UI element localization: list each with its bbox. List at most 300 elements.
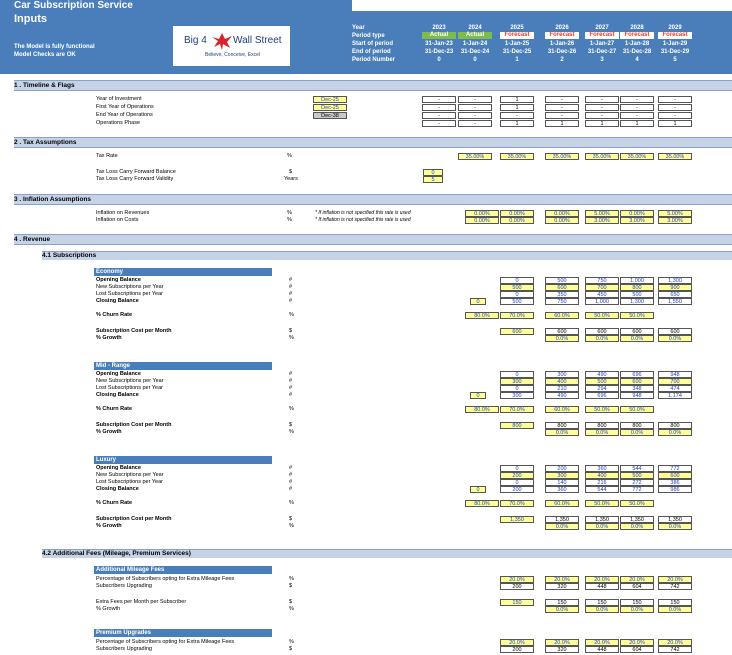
- tier-churn-input[interactable]: 50.0%: [585, 500, 619, 507]
- timeline-flag-cell: -: [458, 112, 492, 119]
- inflation-cost-input[interactable]: 3.00%: [620, 217, 654, 224]
- tier-row-label: Opening Balance: [96, 465, 141, 471]
- app-title: Car Subscription Service: [0, 0, 352, 11]
- tier-closing-cell: 750: [545, 298, 579, 305]
- extra-fee-unit: $: [289, 599, 293, 605]
- tier-row-label: Lost Subscriptions per Year: [96, 291, 163, 297]
- tier-unit: #: [289, 284, 293, 290]
- tier-row-label: Closing Balance: [96, 392, 139, 398]
- year-header: 2029: [668, 25, 682, 31]
- period-label: Year: [352, 25, 365, 31]
- period-end: 31-Dec-26: [547, 49, 577, 55]
- inflation-cost-input[interactable]: 0.00%: [500, 217, 534, 224]
- timeline-flag-cell: -: [658, 96, 692, 103]
- tier-row-label: Lost Subscriptions per Year: [96, 479, 163, 485]
- tier-growth-input[interactable]: 0.0%: [658, 335, 692, 342]
- tier-new-cell[interactable]: 300: [500, 378, 534, 385]
- inflation-cost-note: * If inflation is not specified this rate is used: [315, 217, 411, 223]
- tier-cost-unit: $: [289, 328, 293, 334]
- timeline-flag-cell: -: [422, 104, 456, 111]
- section-timeline: 1 . Timeline & Flags: [14, 80, 732, 91]
- tier-churn-unit: %: [289, 406, 294, 412]
- tier-lost-cell: 500: [620, 291, 654, 298]
- premium-upg-cell: 604: [620, 646, 654, 653]
- period-end: 31-Dec-28: [622, 49, 652, 55]
- tier-closing-cell: 696: [585, 392, 619, 399]
- tier-new-cell[interactable]: 600: [620, 378, 654, 385]
- timeline-flag-cell: 1: [545, 120, 579, 127]
- mileage-upg-unit: $: [289, 583, 293, 589]
- logo-tagline: Believe, Conceive, Excel: [205, 52, 261, 58]
- inflation-revenue-input[interactable]: 5.00%: [658, 210, 692, 217]
- tier-growth-input[interactable]: 0.0%: [658, 429, 692, 436]
- tier-lost-cell: 216: [585, 479, 619, 486]
- timeline-flag-cell: -: [545, 96, 579, 103]
- tier-lost-cell: 0: [500, 385, 534, 392]
- tier-churn-input[interactable]: 70.0%: [500, 500, 534, 507]
- eagle-icon: [211, 30, 233, 52]
- timeline-row-label: End Year of Operations: [96, 112, 153, 118]
- period-start: 1-Jan-28: [624, 41, 650, 47]
- tier-unit: #: [289, 392, 293, 398]
- timeline-date-input[interactable]: Dec-25: [313, 104, 347, 111]
- tax-rate-input[interactable]: 35.00%: [620, 153, 654, 160]
- tier-cost-label: Subscription Cost per Month: [96, 516, 172, 522]
- tier-cost-cell: 1,350: [585, 516, 619, 523]
- tier-growth-label: % Growth: [96, 335, 122, 341]
- tier-opening-cell: 200: [545, 465, 579, 472]
- tier-closing-cell: 500: [500, 298, 534, 305]
- tier-lost-cell: 386: [658, 479, 692, 486]
- tier-churn-label: % Churn Rate: [96, 406, 133, 412]
- year-header: 2025: [510, 25, 524, 31]
- tax-cf-label: Tax Loss Carry Forward Balance: [96, 169, 176, 175]
- tier-row-label: Lost Subscriptions per Year: [96, 385, 163, 391]
- mileage-pct-unit: %: [289, 576, 294, 582]
- timeline-flag-cell: -: [620, 96, 654, 103]
- timeline-flag-cell: 1: [658, 120, 692, 127]
- tier-unit: #: [289, 291, 293, 297]
- tier-churn-input[interactable]: 60.0%: [545, 406, 579, 413]
- extra-fee-growth-input[interactable]: 0.0%: [585, 606, 619, 613]
- model-status-message: The Model is fully functional: [14, 44, 95, 50]
- period-end: 31-Dec-27: [587, 49, 617, 55]
- tier-growth-input[interactable]: 0.0%: [545, 335, 579, 342]
- timeline-flag-cell: -: [585, 104, 619, 111]
- inflation-revenue-input[interactable]: 5.00%: [585, 210, 619, 217]
- tier-growth-unit: %: [289, 523, 294, 529]
- inflation-cost-input[interactable]: 0.00%: [545, 217, 579, 224]
- period-type-badge: Forecast: [500, 32, 534, 39]
- tier-opening-cell: 300: [545, 371, 579, 378]
- page-title: Inputs: [14, 13, 47, 25]
- extra-fee-label: Extra Fees per Month per Subscriber: [96, 599, 187, 605]
- tier-header-1: Mid - Range: [94, 362, 272, 370]
- period-label: Start of period: [352, 41, 394, 47]
- inflation-revenue-input[interactable]: 0.00%: [500, 210, 534, 217]
- logo-text-big4: Big 4: [184, 35, 207, 46]
- tier-closing-cell: 1,550: [658, 298, 692, 305]
- mileage-upg-label: Subscribers Upgrading: [96, 583, 152, 589]
- timeline-flag-cell: -: [658, 112, 692, 119]
- tier-growth-label: % Growth: [96, 523, 122, 529]
- period-start: 1-Jan-27: [589, 41, 615, 47]
- period-type-badge: Actual: [422, 32, 456, 39]
- period-label: End of period: [352, 49, 391, 55]
- tier-cost-input[interactable]: 600: [500, 328, 534, 335]
- year-header: 2028: [630, 25, 644, 31]
- tier-closing-initial[interactable]: 0: [470, 298, 486, 305]
- inflation-cost-input[interactable]: 0.00%: [465, 217, 499, 224]
- timeline-flag-cell: -: [620, 104, 654, 111]
- mileage-fees-header: Additional Mileage Fees: [94, 566, 272, 574]
- tier-cost-cell: 1,350: [658, 516, 692, 523]
- inflation-cost-unit: %: [287, 217, 292, 223]
- tier-growth-input[interactable]: 0.0%: [585, 429, 619, 436]
- timeline-flag-cell: -: [585, 96, 619, 103]
- tier-churn-input[interactable]: 80.0%: [465, 500, 499, 507]
- tier-closing-cell: 490: [545, 392, 579, 399]
- timeline-flag-cell: -: [545, 104, 579, 111]
- inflation-revenue-input[interactable]: 0.00%: [545, 210, 579, 217]
- tier-closing-cell: 948: [620, 392, 654, 399]
- tier-growth-unit: %: [289, 335, 294, 341]
- mileage-upg-cell: 200: [500, 583, 534, 590]
- tier-lost-cell: 450: [585, 291, 619, 298]
- extra-fee-cell: 150: [545, 599, 579, 606]
- tier-churn-input[interactable]: 60.0%: [545, 500, 579, 507]
- tier-unit: #: [289, 486, 293, 492]
- tier-growth-input[interactable]: 0.0%: [620, 429, 654, 436]
- section-revenue: 4 . Revenue: [14, 234, 732, 245]
- timeline-flag-cell: 1: [500, 96, 534, 103]
- extra-fee-growth-unit: %: [289, 606, 294, 612]
- mileage-pct-input[interactable]: 20.0%: [500, 576, 534, 583]
- tier-opening-cell: 696: [620, 371, 654, 378]
- period-end: 31-Dec-29: [660, 49, 690, 55]
- mileage-pct-label: Percentage of Subscribers opting for Extra Mileage Fees: [96, 576, 235, 582]
- tier-closing-cell: 1,300: [620, 298, 654, 305]
- premium-pct-input[interactable]: 20.0%: [545, 639, 579, 646]
- extra-fee-growth-input[interactable]: 0.0%: [620, 606, 654, 613]
- extra-fee-growth-input[interactable]: 0.0%: [658, 606, 692, 613]
- inflation-revenue-input[interactable]: 0.00%: [620, 210, 654, 217]
- tier-churn-input[interactable]: 70.0%: [500, 312, 534, 319]
- period-end: 31-Dec-24: [460, 49, 490, 55]
- timeline-date-input[interactable]: Dec-38: [313, 112, 347, 119]
- tier-opening-cell: 0: [500, 371, 534, 378]
- tier-closing-cell: 544: [585, 486, 619, 493]
- timeline-flag-cell: 1: [500, 104, 534, 111]
- tier-cost-input[interactable]: 1,350: [500, 516, 534, 523]
- tier-row-label: New Subscriptions per Year: [96, 284, 164, 290]
- tier-new-cell[interactable]: 500: [500, 284, 534, 291]
- mileage-upg-cell: 604: [620, 583, 654, 590]
- tier-opening-cell: 1,000: [620, 277, 654, 284]
- tax-cf-input[interactable]: 0: [423, 169, 443, 176]
- tier-churn-input[interactable]: 80.0%: [465, 406, 499, 413]
- tier-lost-cell: 0: [500, 291, 534, 298]
- inflation-cost-input[interactable]: 3.00%: [658, 217, 692, 224]
- extra-fee-growth-input[interactable]: 0.0%: [545, 606, 579, 613]
- mileage-upg-cell: 320: [545, 583, 579, 590]
- mileage-upg-cell: 448: [585, 583, 619, 590]
- premium-upg-cell: 320: [545, 646, 579, 653]
- tier-new-cell[interactable]: 900: [658, 284, 692, 291]
- tier-growth-input[interactable]: 0.0%: [545, 523, 579, 530]
- tax-rate-input[interactable]: 35.00%: [658, 153, 692, 160]
- premium-pct-label: Percentage of Subscribers opting for Extra Mileage Fees: [96, 639, 235, 645]
- tier-churn-input[interactable]: 50.0%: [620, 500, 654, 507]
- period-number: 0: [437, 57, 441, 63]
- tier-growth-input[interactable]: 0.0%: [585, 523, 619, 530]
- tier-row-label: New Subscriptions per Year: [96, 472, 164, 478]
- timeline-date-input[interactable]: Dec-25: [313, 96, 347, 103]
- period-start: 1-Jan-24: [462, 41, 488, 47]
- tax-rate-unit: %: [287, 153, 292, 159]
- tier-closing-cell: 360: [545, 486, 579, 493]
- tier-cost-unit: $: [289, 516, 293, 522]
- tier-new-cell[interactable]: 300: [545, 472, 579, 479]
- tier-churn-input[interactable]: 60.0%: [545, 312, 579, 319]
- tier-row-label: Closing Balance: [96, 486, 139, 492]
- tier-cost-cell: 600: [545, 328, 579, 335]
- tax-cf-unit: $: [289, 169, 293, 175]
- subsection-subscriptions: 4.1 Subscriptions: [42, 251, 732, 260]
- mileage-upg-cell: 742: [658, 583, 692, 590]
- tier-churn-input[interactable]: 50.0%: [585, 406, 619, 413]
- section-inflation: 3 . Inflation Assumptions: [14, 194, 732, 205]
- tier-lost-cell: 350: [545, 291, 579, 298]
- timeline-flag-cell: -: [458, 120, 492, 127]
- premium-pct-input[interactable]: 20.0%: [620, 639, 654, 646]
- tier-new-cell[interactable]: 600: [658, 472, 692, 479]
- tier-new-cell[interactable]: 700: [658, 378, 692, 385]
- tier-unit: #: [289, 378, 293, 384]
- tax-rate-input[interactable]: 35.00%: [545, 153, 579, 160]
- tier-row-label: Opening Balance: [96, 371, 141, 377]
- tier-opening-cell: 544: [620, 465, 654, 472]
- tax-rate-input[interactable]: 35.00%: [585, 153, 619, 160]
- tier-new-cell[interactable]: 700: [585, 284, 619, 291]
- premium-pct-input[interactable]: 20.0%: [658, 639, 692, 646]
- tier-cost-cell: 800: [658, 422, 692, 429]
- tier-opening-cell: 948: [658, 371, 692, 378]
- period-type-badge: Forecast: [620, 32, 654, 39]
- tier-growth-input[interactable]: 0.0%: [620, 523, 654, 530]
- period-end: 31-Dec-25: [502, 49, 532, 55]
- tier-lost-cell: 140: [545, 479, 579, 486]
- timeline-flag-cell: -: [545, 112, 579, 119]
- period-start: 1-Jan-26: [549, 41, 575, 47]
- tier-lost-cell: 474: [658, 385, 692, 392]
- tax-rate-input[interactable]: 35.00%: [458, 153, 492, 160]
- tier-row-label: Opening Balance: [96, 277, 141, 283]
- timeline-flag-cell: -: [500, 112, 534, 119]
- extra-fee-cell: 150: [585, 599, 619, 606]
- tier-cost-unit: $: [289, 422, 293, 428]
- period-type-badge: Actual: [458, 32, 492, 39]
- tier-opening-cell: 0: [500, 277, 534, 284]
- tier-closing-cell: 300: [500, 392, 534, 399]
- tier-closing-cell: 772: [620, 486, 654, 493]
- tier-opening-cell: 500: [545, 277, 579, 284]
- timeline-row-label: Year of Investment: [96, 96, 142, 102]
- inflation-revenue-label: Inflation on Revenues: [96, 210, 150, 216]
- period-number: 3: [600, 57, 604, 63]
- period-number: 2: [560, 57, 564, 63]
- model-check-message: Model Checks are OK: [14, 52, 76, 58]
- mileage-pct-input[interactable]: 20.0%: [585, 576, 619, 583]
- tier-opening-cell: 0: [500, 465, 534, 472]
- timeline-flag-cell: 1: [585, 120, 619, 127]
- tier-growth-input[interactable]: 0.0%: [585, 335, 619, 342]
- inflation-cost-input[interactable]: 3.00%: [585, 217, 619, 224]
- tier-unit: #: [289, 277, 293, 283]
- tier-unit: #: [289, 385, 293, 391]
- premium-upg-cell: 742: [658, 646, 692, 653]
- tax-validity-input[interactable]: 5: [423, 176, 443, 183]
- tier-cost-cell: 600: [585, 328, 619, 335]
- tier-header-2: Luxury: [94, 456, 272, 464]
- tier-cost-cell: 600: [620, 328, 654, 335]
- year-header: 2023: [432, 25, 446, 31]
- tier-unit: #: [289, 465, 293, 471]
- timeline-flag-cell: -: [658, 104, 692, 111]
- period-label: Period type: [352, 33, 385, 39]
- premium-upg-cell: 448: [585, 646, 619, 653]
- tier-closing-cell: 1,174: [658, 392, 692, 399]
- tier-cost-label: Subscription Cost per Month: [96, 422, 172, 428]
- premium-pct-unit: %: [289, 639, 294, 645]
- company-logo: [173, 26, 290, 66]
- extra-fee-cell: 150: [620, 599, 654, 606]
- tier-closing-initial[interactable]: 0: [470, 392, 486, 399]
- tier-lost-cell: 272: [620, 479, 654, 486]
- tier-new-cell[interactable]: 800: [620, 284, 654, 291]
- period-number: 0: [473, 57, 477, 63]
- period-start: 1-Jan-25: [504, 41, 530, 47]
- tier-churn-label: % Churn Rate: [96, 500, 133, 506]
- period-start: 1-Jan-29: [662, 41, 688, 47]
- inflation-revenue-input[interactable]: 0.00%: [465, 210, 499, 217]
- period-type-badge: Forecast: [658, 32, 692, 39]
- tier-growth-input[interactable]: 0.0%: [545, 429, 579, 436]
- tier-lost-cell: 210: [545, 385, 579, 392]
- period-number: 5: [673, 57, 677, 63]
- inflation-revenue-note: * If inflation is not specified this rate is used: [315, 210, 411, 216]
- tier-cost-input[interactable]: 800: [500, 422, 534, 429]
- tax-rate-input[interactable]: 35.00%: [500, 153, 534, 160]
- timeline-flag-cell: 1: [620, 120, 654, 127]
- subsection-additional-fees: 4.2 Additional Fees (Mileage, Premium Services): [42, 549, 732, 558]
- timeline-flag-cell: -: [422, 96, 456, 103]
- timeline-flag-cell: -: [458, 104, 492, 111]
- extra-fee-growth-label: % Growth: [96, 606, 121, 612]
- tax-validity-unit: Years: [284, 176, 298, 182]
- tier-new-cell[interactable]: 400: [585, 472, 619, 479]
- tier-lost-cell: 650: [658, 291, 692, 298]
- tier-churn-input[interactable]: 70.0%: [500, 406, 534, 413]
- tier-cost-cell: 1,350: [545, 516, 579, 523]
- premium-pct-input[interactable]: 20.0%: [500, 639, 534, 646]
- extra-fee-cell: 150: [658, 599, 692, 606]
- tier-new-cell[interactable]: 200: [500, 472, 534, 479]
- tier-new-cell[interactable]: 400: [545, 378, 579, 385]
- tier-churn-input[interactable]: 50.0%: [620, 312, 654, 319]
- period-label: Period Number: [352, 57, 396, 63]
- tier-churn-label: % Churn Rate: [96, 312, 133, 318]
- tier-cost-cell: 1,350: [620, 516, 654, 523]
- logo-text-wallstreet: Wall Street: [233, 35, 282, 46]
- tier-row-label: Closing Balance: [96, 298, 139, 304]
- tier-churn-unit: %: [289, 312, 294, 318]
- tier-opening-cell: 750: [585, 277, 619, 284]
- premium-pct-input[interactable]: 20.0%: [585, 639, 619, 646]
- tier-opening-cell: 1,300: [658, 277, 692, 284]
- tier-opening-cell: 772: [658, 465, 692, 472]
- tier-lost-cell: 294: [585, 385, 619, 392]
- tier-opening-cell: 490: [585, 371, 619, 378]
- tier-cost-label: Subscription Cost per Month: [96, 328, 172, 334]
- extra-fee-input[interactable]: 150: [500, 599, 534, 606]
- tax-validity-label: Tax Loss Carry Forward Validity: [96, 176, 174, 182]
- period-type-badge: Forecast: [545, 32, 579, 39]
- tier-churn-unit: %: [289, 500, 294, 506]
- tier-closing-cell: 1,000: [585, 298, 619, 305]
- tier-new-cell[interactable]: 500: [585, 378, 619, 385]
- premium-upg-unit: $: [289, 646, 293, 652]
- tier-cost-cell: 600: [658, 328, 692, 335]
- tier-header-0: Economy: [94, 268, 272, 276]
- timeline-flag-cell: -: [422, 120, 456, 127]
- tier-new-cell[interactable]: 500: [620, 472, 654, 479]
- tier-closing-cell: 986: [658, 486, 692, 493]
- timeline-flag-cell: 1: [500, 120, 534, 127]
- tier-new-cell[interactable]: 600: [545, 284, 579, 291]
- period-number: 4: [635, 57, 639, 63]
- tax-rate-label: Tax Rate: [96, 153, 118, 159]
- tier-unit: #: [289, 371, 293, 377]
- tier-growth-unit: %: [289, 429, 294, 435]
- tier-growth-input[interactable]: 0.0%: [658, 523, 692, 530]
- tier-lost-cell: 348: [620, 385, 654, 392]
- year-header: 2027: [595, 25, 609, 31]
- mileage-pct-input[interactable]: 20.0%: [545, 576, 579, 583]
- inflation-revenue-unit: %: [287, 210, 292, 216]
- tier-churn-input[interactable]: 80.0%: [465, 312, 499, 319]
- premium-upg-cell: 200: [500, 646, 534, 653]
- mileage-pct-input[interactable]: 20.0%: [658, 576, 692, 583]
- tier-cost-cell: 800: [585, 422, 619, 429]
- tier-closing-cell: 200: [500, 486, 534, 493]
- tier-churn-input[interactable]: 50.0%: [620, 406, 654, 413]
- tier-growth-input[interactable]: 0.0%: [620, 335, 654, 342]
- tier-growth-label: % Growth: [96, 429, 122, 435]
- year-header: 2026: [555, 25, 569, 31]
- premium-upgrades-header: Premium Upgrades: [94, 629, 272, 637]
- tier-unit: #: [289, 479, 293, 485]
- timeline-flag-cell: -: [422, 112, 456, 119]
- tier-closing-initial[interactable]: 0: [470, 486, 486, 493]
- period-start: 31-Jan-23: [425, 41, 453, 47]
- tier-unit: #: [289, 298, 293, 304]
- period-number: 1: [515, 57, 519, 63]
- timeline-row-label: First Year of Operations: [96, 104, 154, 110]
- section-tax: 2 . Tax Assumptions: [14, 137, 732, 148]
- tier-churn-input[interactable]: 50.0%: [585, 312, 619, 319]
- mileage-pct-input[interactable]: 20.0%: [620, 576, 654, 583]
